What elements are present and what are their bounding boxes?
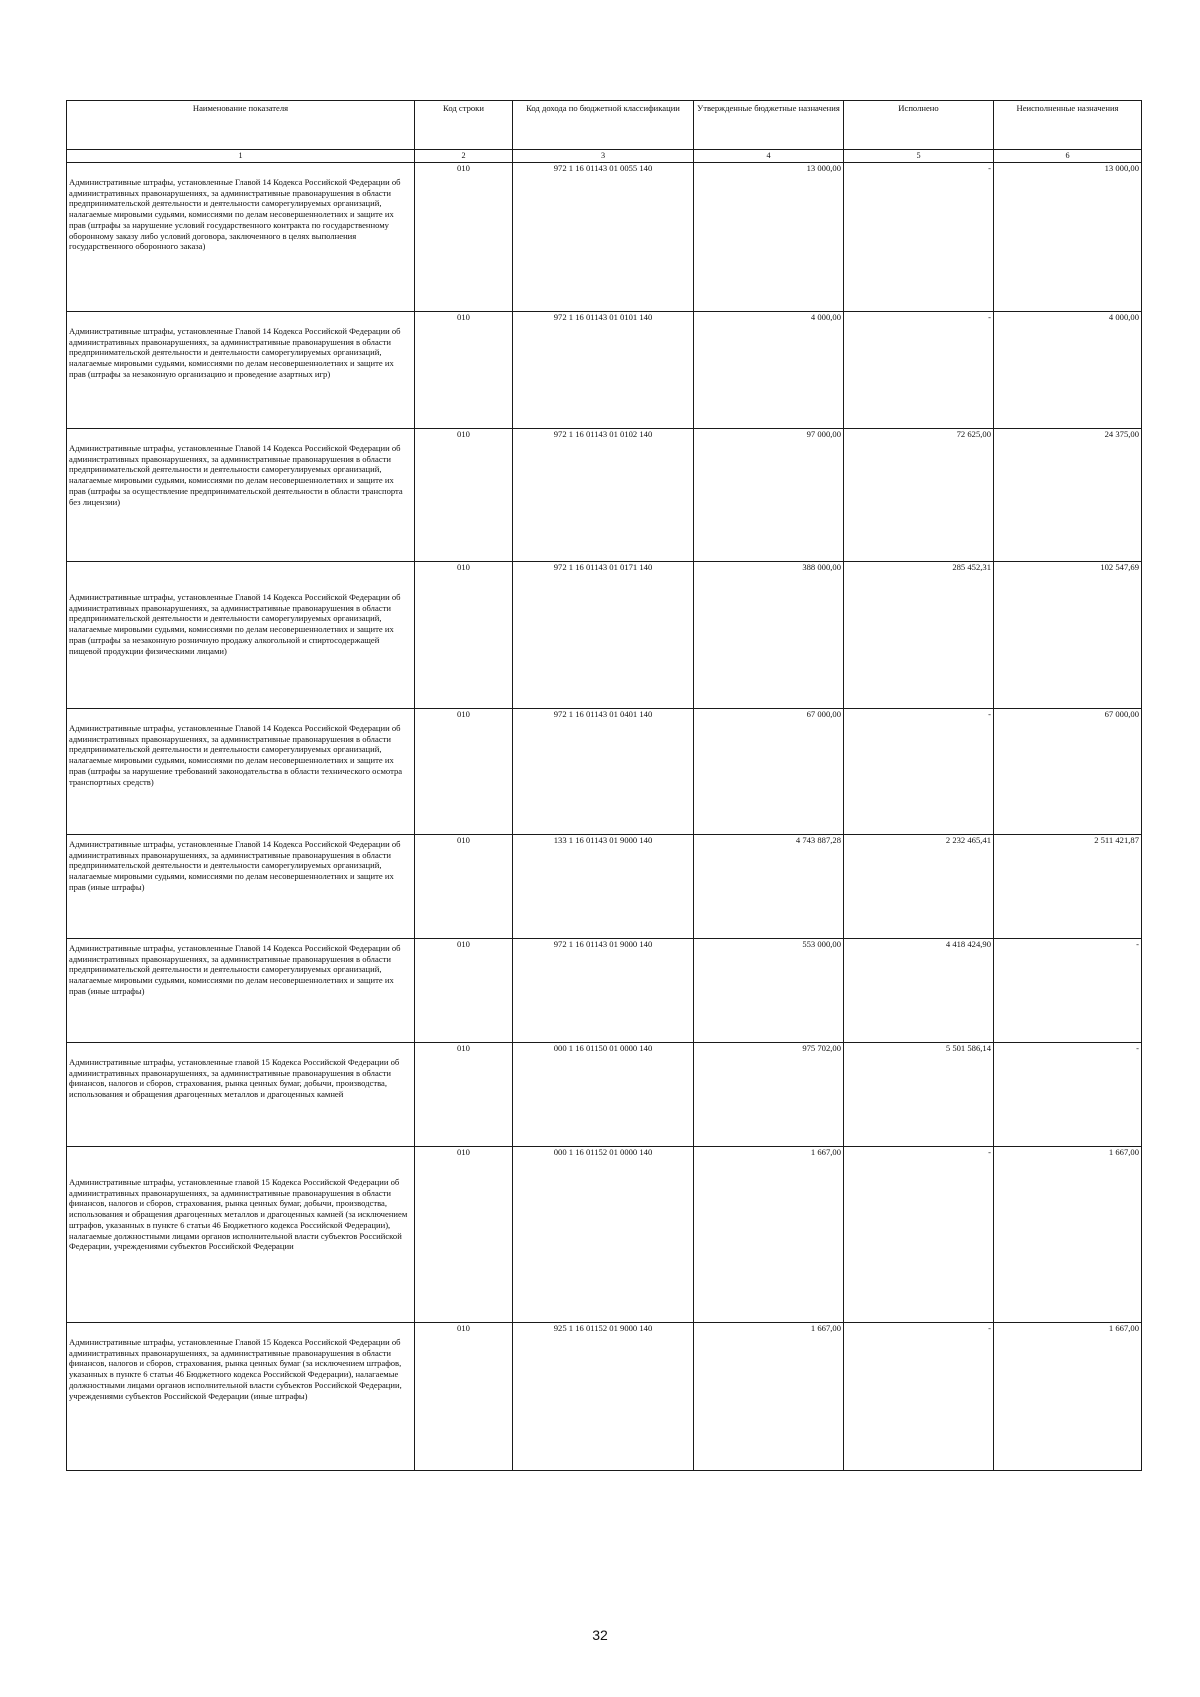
row-executed: 4 418 424,90 xyxy=(844,939,994,1043)
table-row xyxy=(67,1323,1142,1471)
table-row xyxy=(67,709,1142,835)
row-executed: - xyxy=(844,312,994,429)
row-income-code: 972 1 16 01143 01 0102 140 xyxy=(513,429,694,562)
row-executed: 2 232 465,41 xyxy=(844,835,994,939)
row-approved: 97 000,00 xyxy=(694,429,844,562)
table-row xyxy=(67,939,1142,1043)
header-executed: Исполнено xyxy=(844,101,994,150)
row-line-code: 010 xyxy=(415,835,513,939)
row-unexecuted: - xyxy=(994,939,1142,1043)
row-approved: 67 000,00 xyxy=(694,709,844,835)
row-line-code: 010 xyxy=(415,939,513,1043)
table-header-row xyxy=(67,101,1142,150)
row-approved: 1 667,00 xyxy=(694,1323,844,1471)
column-number: 1 xyxy=(67,150,415,163)
table-row xyxy=(67,163,1142,312)
row-indicator-name: Административные штрафы, установленные Главой 14 Кодекса Российской Федерации об административных правонарушениях, за административные правонарушения в области предпринимательской деятельности и деятельности саморегулируемых организаций, налагаемые мировыми судьями, комиссиями по делам несовершеннолетних и защите их прав (иные штрафы) xyxy=(67,939,415,1043)
row-executed: - xyxy=(844,709,994,835)
row-line-code: 010 xyxy=(415,163,513,312)
row-approved: 4 743 887,28 xyxy=(694,835,844,939)
row-line-code: 010 xyxy=(415,1043,513,1147)
row-income-code: 972 1 16 01143 01 0401 140 xyxy=(513,709,694,835)
column-number: 6 xyxy=(994,150,1142,163)
header-income-code: Код дохода по бюджетной классификации xyxy=(513,101,694,150)
row-unexecuted: 102 547,69 xyxy=(994,562,1142,709)
row-income-code: 972 1 16 01143 01 0055 140 xyxy=(513,163,694,312)
header-line-code: Код строки xyxy=(415,101,513,150)
row-line-code: 010 xyxy=(415,312,513,429)
row-income-code: 972 1 16 01143 01 0171 140 xyxy=(513,562,694,709)
row-executed: 5 501 586,14 xyxy=(844,1043,994,1147)
row-executed: 285 452,31 xyxy=(844,562,994,709)
row-line-code: 010 xyxy=(415,1147,513,1323)
table-body xyxy=(67,163,1142,1471)
row-indicator-name: Административные штрафы, установленные Главой 14 Кодекса Российской Федерации об административных правонарушениях, за административные правонарушения в области предпринимательской деятельности и деятельности саморегулируемых организаций, налагаемые мировыми судьями, комиссиями по делам несовершеннолетних и защите их прав (штрафы за незаконную организацию и проведение азартных игр) xyxy=(67,312,415,429)
row-unexecuted: 13 000,00 xyxy=(994,163,1142,312)
page-number: 32 xyxy=(592,1627,608,1643)
report-sheet xyxy=(66,100,1142,1471)
row-income-code: 133 1 16 01143 01 9000 140 xyxy=(513,835,694,939)
table-row xyxy=(67,312,1142,429)
row-approved: 975 702,00 xyxy=(694,1043,844,1147)
row-approved: 13 000,00 xyxy=(694,163,844,312)
row-indicator-name: Административные штрафы, установленные главой 15 Кодекса Российской Федерации об административных правонарушениях, за административные правонарушения в области финансов, налогов и сборов, страхования, рынка ценных бумаг, добычи, производства, использования и обращения драгоценных металлов и драгоценных камней xyxy=(67,1043,415,1147)
row-income-code: 000 1 16 01152 01 0000 140 xyxy=(513,1147,694,1323)
row-income-code: 972 1 16 01143 01 9000 140 xyxy=(513,939,694,1043)
header-unexecuted: Неисполненные назначения xyxy=(994,101,1142,150)
table-row xyxy=(67,1147,1142,1323)
row-executed: 72 625,00 xyxy=(844,429,994,562)
column-number: 2 xyxy=(415,150,513,163)
row-unexecuted: 2 511 421,87 xyxy=(994,835,1142,939)
row-executed: - xyxy=(844,1147,994,1323)
column-number-row xyxy=(67,150,1142,163)
row-executed: - xyxy=(844,1323,994,1471)
row-executed: - xyxy=(844,163,994,312)
table-row xyxy=(67,835,1142,939)
row-indicator-name: Административные штрафы, установленные Главой 14 Кодекса Российской Федерации об административных правонарушениях, за административные правонарушения в области предпринимательской деятельности и деятельности саморегулируемых организаций, налагаемые мировыми судьями, комиссиями по делам несовершеннолетних и защите их прав (штрафы за нарушение требований законодательства в области технического осмотра транспортных средств) xyxy=(67,709,415,835)
row-approved: 4 000,00 xyxy=(694,312,844,429)
row-indicator-name: Административные штрафы, установленные Главой 14 Кодекса Российской Федерации об административных правонарушениях, за административные правонарушения в области предпринимательской деятельности и деятельности саморегулируемых организаций, налагаемые мировыми судьями, комиссиями по делам несовершеннолетних и защите их прав (штрафы за нарушение условий государственного контракта по государственному оборонному заказу либо условий договора, заключенного в целях выполнения государственного оборонного заказа) xyxy=(67,163,415,312)
budget-income-table xyxy=(66,100,1142,1471)
row-indicator-name: Административные штрафы, установленные Главой 14 Кодекса Российской Федерации об административных правонарушениях, за административные правонарушения в области предпринимательской деятельности и деятельности саморегулируемых организаций, налагаемые мировыми судьями, комиссиями по делам несовершеннолетних и защите их прав (иные штрафы) xyxy=(67,835,415,939)
row-indicator-name: Административные штрафы, установленные Главой 14 Кодекса Российской Федерации об административных правонарушениях, за административные правонарушения в области предпринимательской деятельности и деятельности саморегулируемых организаций, налагаемые мировыми судьями, комиссиями по делам несовершеннолетних и защите их прав (штрафы за незаконную розничную продажу алкогольной и спиртосодержащей пищевой продукции физическими лицами) xyxy=(67,562,415,709)
row-unexecuted: 4 000,00 xyxy=(994,312,1142,429)
column-number: 5 xyxy=(844,150,994,163)
row-approved: 1 667,00 xyxy=(694,1147,844,1323)
column-number: 4 xyxy=(694,150,844,163)
row-indicator-name: Административные штрафы, установленные Главой 15 Кодекса Российской Федерации об административных правонарушениях, за административные правонарушения в области финансов, налогов и сборов, страхования, рынка ценных бумаг (за исключением штрафов, указанных в пункте 6 статьи 46 Бюджетного кодекса Российской Федерации), налагаемые должностными лицами органов исполнительной власти субъектов Российской Федерации, учреждениями субъектов Российской Федерации (иные штрафы) xyxy=(67,1323,415,1471)
row-line-code: 010 xyxy=(415,709,513,835)
row-unexecuted: 24 375,00 xyxy=(994,429,1142,562)
column-number: 3 xyxy=(513,150,694,163)
row-line-code: 010 xyxy=(415,562,513,709)
row-indicator-name: Административные штрафы, установленные Главой 14 Кодекса Российской Федерации об административных правонарушениях, за административные правонарушения в области предпринимательской деятельности и деятельности саморегулируемых организаций, налагаемые мировыми судьями, комиссиями по делам несовершеннолетних и защите их прав (штрафы за осуществление предпринимательской деятельности в области транспорта без лицензии) xyxy=(67,429,415,562)
row-unexecuted: 1 667,00 xyxy=(994,1147,1142,1323)
row-approved: 388 000,00 xyxy=(694,562,844,709)
row-income-code: 972 1 16 01143 01 0101 140 xyxy=(513,312,694,429)
header-indicator-name: Наименование показателя xyxy=(67,101,415,150)
row-unexecuted: 67 000,00 xyxy=(994,709,1142,835)
row-line-code: 010 xyxy=(415,1323,513,1471)
row-income-code: 000 1 16 01150 01 0000 140 xyxy=(513,1043,694,1147)
row-approved: 553 000,00 xyxy=(694,939,844,1043)
table-row xyxy=(67,1043,1142,1147)
row-income-code: 925 1 16 01152 01 9000 140 xyxy=(513,1323,694,1471)
table-row xyxy=(67,429,1142,562)
row-unexecuted: 1 667,00 xyxy=(994,1323,1142,1471)
row-indicator-name: Административные штрафы, установленные главой 15 Кодекса Российской Федерации об административных правонарушениях, за административные правонарушения в области финансов, налогов и сборов, страхования, рынка ценных бумаг, добычи, производства, использования и обращения драгоценных металлов и драгоценных камней (за исключением штрафов, указанных в пункте 6 статьи 46 Бюджетного кодекса Российской Федерации), налагаемые должностными лицами органов исполнительной власти субъектов Российской Федерации, учреждениями субъектов Российской Федерации xyxy=(67,1147,415,1323)
row-line-code: 010 xyxy=(415,429,513,562)
row-unexecuted: - xyxy=(994,1043,1142,1147)
table-row xyxy=(67,562,1142,709)
header-approved: Утвержденные бюджетные назначения xyxy=(694,101,844,150)
